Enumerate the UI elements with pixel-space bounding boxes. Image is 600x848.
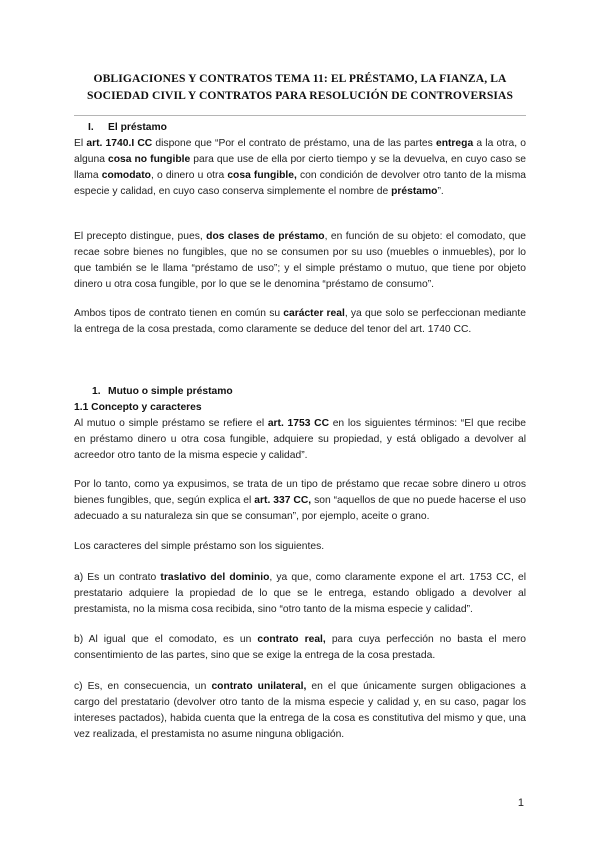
document-title: OBLIGACIONES Y CONTRATOS TEMA 11: EL PRÉSTAMO, LA FIANZA, LA SOCIEDAD CIVIL Y CONTRATOS PARA RESOLUCIÓN DE CONTROVERSIAS	[86, 72, 514, 102]
paragraph-caracter-a: a) Es un contrato traslativo del dominio, ya que, como claramente expone el art. 1753 CC, el prestatario adquiere la propiedad de lo que se le entrega, estando obligado a devolver al prestamista, no la misma cosa recibida, sino “otro tanto de la misma especie y calidad”.	[74, 572, 527, 615]
page-number: 1	[517, 797, 524, 809]
paragraph-caracteres-intro: Los caracteres del simple préstamo son los siguientes.	[74, 541, 325, 552]
section-heading: El préstamo	[108, 122, 167, 133]
subsection-heading: Mutuo o simple préstamo	[108, 386, 233, 397]
paragraph-art-1753: Al mutuo o simple préstamo se refiere el art. 1753 CC en los siguientes términos: “El que recibe en préstamo dinero u otra cosa fungible, adquiere su propiedad, y está obligado a devolver al acreedor otro tanto de la misma especie y calidad”.	[74, 418, 527, 461]
paragraph-clases-prestamo: El precepto distingue, pues, dos clases de préstamo, en función de su objeto: el comodato, que recae sobre bienes no fungibles, que no se consumen por su uso (muebles o inmuebles), por lo que también se le llama “préstamo de uso”; y el simple préstamo o mutuo, que tiene por objeto dinero u otra cosa fungible, por lo que se le denomina “préstamo de consumo”.	[74, 231, 526, 290]
section-numeral: I.	[88, 122, 94, 133]
subsubsection-heading: 1.1 Concepto y caracteres	[74, 402, 202, 413]
paragraph-caracter-real: Ambos tipos de contrato tienen en común su carácter real, ya que solo se perfeccionan mediante la entrega de la cosa prestada, como claramente se deduce del tenor del art. 1740 CC.	[74, 308, 526, 335]
paragraph-bienes-fungibles: Por lo tanto, como ya expusimos, se trata de un tipo de préstamo que recae sobre dinero u otros bienes fungibles, que, según explica el art. 337 CC, son “aquellos de que no puede hacerse el uso adecuado a su naturaleza sin que se consuman”, por ejemplo, aceite o grano.	[74, 479, 527, 522]
paragraph-art-1740: El art. 1740.I CC dispone que “Por el contrato de préstamo, una de las partes entrega a la otra, o alguna cosa no fungible para que use de ella por cierto tiempo y se la devuelva, en cuyo caso se llama comodato, o dinero u otra cosa fungible, con condición de devolver otro tanto de la misma especie y calidad, en cuyo caso conserva simplemente el nombre de préstamo”.	[74, 138, 526, 197]
subsection-numeral: 1.	[92, 386, 101, 397]
paragraph-caracter-b: b) Al igual que el comodato, es un contrato real, para cuya perfección no basta el mero consentimiento de las partes, sino que se exige la entrega de la cosa prestada.	[74, 634, 526, 661]
title-divider	[74, 115, 526, 116]
paragraph-caracter-c: c) Es, en consecuencia, un contrato unilateral, en el que únicamente surgen obligaciones a cargo del prestatario (devolver otro tanto de la misma especie y calidad y, en su caso, pagar los intereses pactados), habida cuenta que la entrega de la cosa es constitutiva del mismo y que, una vez realizada, el prestamista no asume ninguna obligación.	[74, 681, 526, 740]
